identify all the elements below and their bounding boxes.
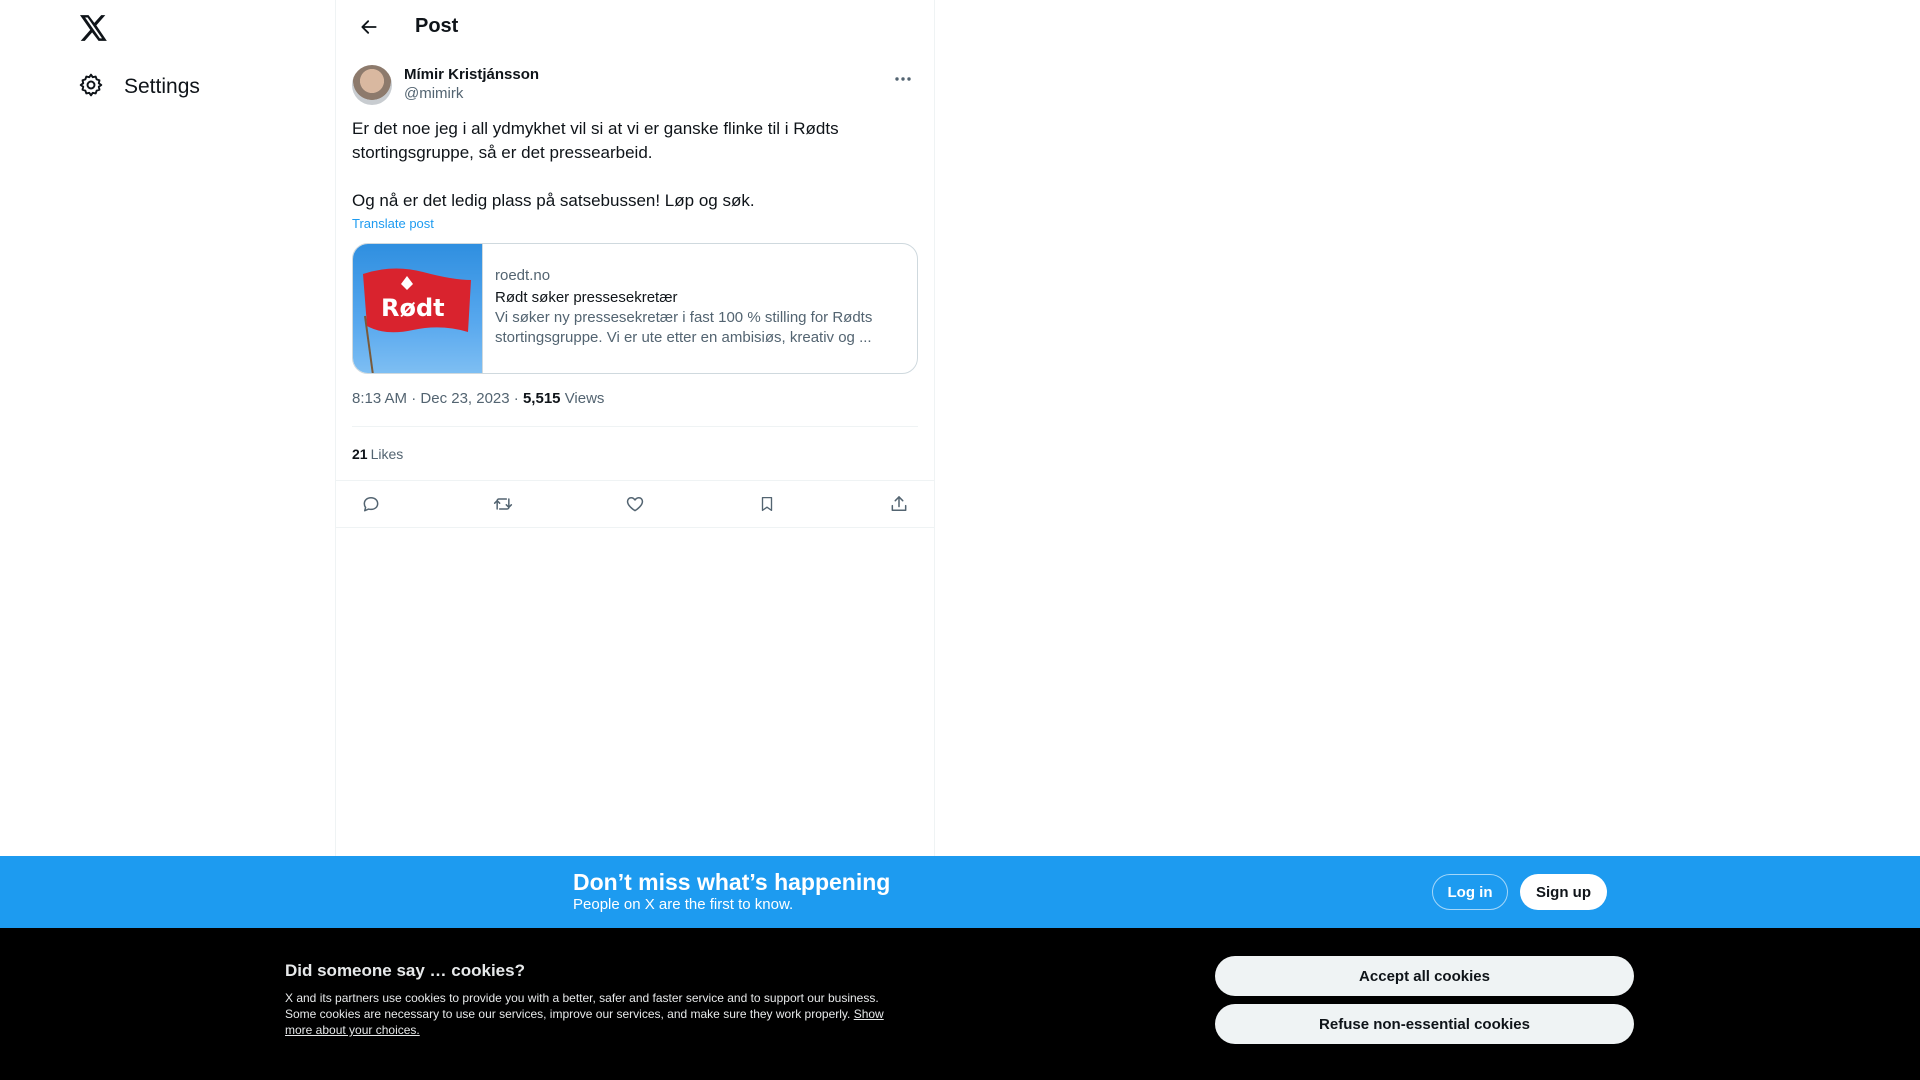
arrow-left-icon [359,17,379,37]
share-button[interactable] [882,487,916,521]
nav-settings-label: Settings [124,75,200,98]
translate-post-link[interactable]: Translate post [352,216,434,231]
cookie-choices-link[interactable]: Show more about your choices. [285,1007,884,1037]
back-button[interactable] [352,10,386,44]
login-button[interactable]: Log in [1432,874,1508,910]
cookie-body [285,990,910,1038]
post-date[interactable]: Dec 23, 2023 [420,390,510,407]
card-image-text: Rødt [381,294,445,322]
repost-icon [492,494,514,514]
card-title: Rødt søker pressesekretær [495,289,678,306]
bookmark-button[interactable] [750,487,784,521]
post-time[interactable]: 8:13 AM [352,390,408,407]
card-image [353,244,483,374]
signup-button[interactable]: Sign up [1520,874,1607,910]
more-dots-icon [894,76,912,82]
top-bar [336,0,934,53]
x-logo-icon[interactable] [78,12,110,44]
signup-title: Don’t miss what’s happening [573,869,891,895]
link-card[interactable] [352,243,918,374]
views-count: 5,515 [522,390,561,407]
author-handle[interactable]: @mimirk [404,85,464,102]
more-options-button[interactable] [888,67,918,91]
cookie-banner [0,928,1920,1080]
author-names [404,65,539,103]
reply-button[interactable] [354,487,388,521]
card-body [483,244,917,373]
signup-subtitle: People on X are the first to know. [573,896,794,913]
heart-icon [625,494,645,514]
action-bar [336,480,934,528]
reply-icon [361,494,381,514]
author-row [352,65,918,105]
main-column [335,0,935,856]
nav-settings[interactable] [78,70,200,104]
cookie-body-text: X and its partners use cookies to provide you with a better, safer and faster service and to support our business. Some cookies are necessary to use our services, improve our services, and make sure they work properly. [285,991,879,1021]
card-domain: roedt.no [495,267,551,284]
share-icon [889,494,909,514]
like-button[interactable] [618,487,652,521]
post-paragraph: Er det noe jeg i all ydmykhet vil si at vi er ganske flinke til i Rødts stortingsgruppe, så er det pressearbeid. [352,119,839,162]
post-paragraph: Og nå er det ledig plass på satsebussen! Løp og søk. [352,191,755,210]
card-description: Vi søker ny pressesekretær i fast 100 % stilling for Rødts stortingsgruppe. Vi er ute etter en ambisiøs, kreativ og ... [495,309,873,346]
bookmark-icon [758,494,776,514]
flag-image [353,244,483,374]
signup-bar [0,856,1920,928]
post [336,65,934,528]
repost-button[interactable] [486,487,520,521]
post-text [352,117,918,213]
likes-row[interactable] [352,427,918,480]
views-label: Views [564,390,605,407]
meta-separator: · [513,390,519,407]
likes-count: 21 [352,445,368,462]
signup-text [573,868,890,914]
refuse-cookies-button[interactable]: Refuse non-essential cookies [1215,1004,1634,1044]
likes-label: Likes [370,445,404,462]
meta-separator: · [411,390,417,407]
post-meta [352,390,918,410]
page-title: Post [415,15,459,37]
author-name[interactable]: Mímir Kristjánsson [404,66,540,83]
avatar[interactable] [352,65,392,105]
gear-icon [78,72,104,103]
accept-cookies-button[interactable]: Accept all cookies [1215,956,1634,996]
cookie-title: Did someone say … cookies? [285,961,525,980]
